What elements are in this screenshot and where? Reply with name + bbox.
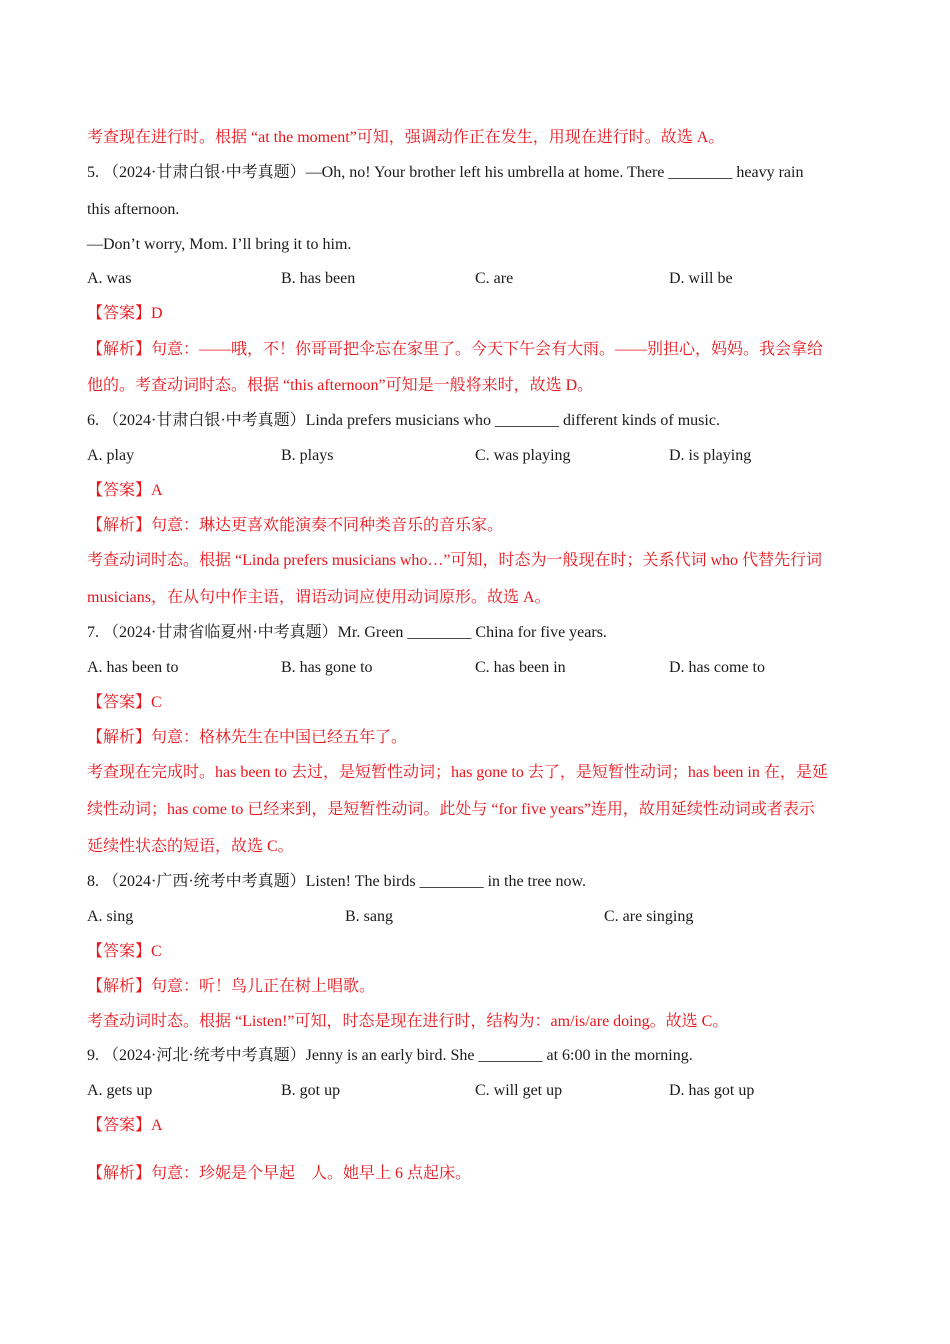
q7-option-c: C. has been in xyxy=(475,659,566,676)
q6-stem-line-1: 6. （2024·甘肃白银·中考真题）Linda prefers musicians who ________ different kinds of music. xyxy=(87,412,720,429)
q6-analysis-line-1: 【解析】句意：琳达更喜欢能演奏不同种类音乐的音乐家。 xyxy=(87,517,504,534)
q6-analysis-line-3: musicians，在从句中作主语，谓语动词应使用动词原形。故选 A。 xyxy=(87,589,551,606)
q8-stem-line-1: 8. （2024·广西·统考中考真题）Listen! The birds ________ in the tree now. xyxy=(87,873,587,890)
q7-analysis-line-2: 考查现在完成时。has been to 去过，是短暂性动词；has gone to 去了，是短暂性动词；has been in 在，是延 xyxy=(87,764,828,781)
q7-analysis-line-4: 延续性状态的短语，故选 C。 xyxy=(87,838,294,855)
q8-option-b: B. sang xyxy=(345,908,393,925)
q5-option-a: A. was xyxy=(87,270,132,287)
q8-option-c: C. are singing xyxy=(604,908,694,925)
q6-analysis-line-2: 考查动词时态。根据 “Linda prefers musicians who…”可知，时态为一般现在时；关系代词 who 代替先行词 xyxy=(87,552,823,569)
q8-answer: 【答案】C xyxy=(87,943,162,960)
q8-option-a: A. sing xyxy=(87,908,134,925)
q8-analysis-line-2: 考查动词时态。根据 “Listen!”可知，时态是现在进行时，结构为：am/is/are doing。故选 C。 xyxy=(87,1013,729,1030)
q7-analysis-line-1: 【解析】句意：格林先生在中国已经五年了。 xyxy=(87,729,408,746)
q7-answer: 【答案】C xyxy=(87,694,162,711)
q5-stem-line-3: —Don’t worry, Mom. I’ll bring it to him. xyxy=(87,236,352,253)
q5-stem-line-2: this afternoon. xyxy=(87,201,180,218)
q8-analysis-line-1: 【解析】句意：听！鸟儿正在树上唱歌。 xyxy=(87,978,376,995)
q9-stem-line-1: 9. （2024·河北·统考中考真题）Jenny is an early bird. She ________ at 6:00 in the morning. xyxy=(87,1047,693,1064)
q6-option-d: D. is playing xyxy=(669,447,752,464)
q7-analysis-line-3: 续性动词；has come to 已经来到，是短暂性动词。此处与 “for five years”连用，故用延续性动词或者表示 xyxy=(87,801,815,818)
q9-analysis-line-1: 【解析】句意：珍妮是个早起 人。她早上 6 点起床。 xyxy=(87,1165,472,1182)
q5-option-b: B. has been xyxy=(281,270,356,287)
q9-answer: 【答案】A xyxy=(87,1117,163,1134)
q9-option-b: B. got up xyxy=(281,1082,341,1099)
q5-answer: 【答案】D xyxy=(87,305,163,322)
q7-option-d: D. has come to xyxy=(669,659,765,676)
q5-option-c: C. are xyxy=(475,270,514,287)
q6-option-b: B. plays xyxy=(281,447,334,464)
q7-option-a: A. has been to xyxy=(87,659,179,676)
q9-option-c: C. will get up xyxy=(475,1082,563,1099)
q6-option-c: C. was playing xyxy=(475,447,571,464)
q4-analysis-tail: 考查现在进行时。根据 “at the moment”可知，强调动作正在发生，用现在进行时。故选 A。 xyxy=(87,129,725,146)
q6-answer: 【答案】A xyxy=(87,482,163,499)
q6-option-a: A. play xyxy=(87,447,135,464)
q5-analysis-line-2: 他的。考查动词时态。根据 “this afternoon”可知是一般将来时，故选 D。 xyxy=(87,377,594,394)
q5-option-d: D. will be xyxy=(669,270,733,287)
q5-stem-line-1: 5. （2024·甘肃白银·中考真题）—Oh, no! Your brother left his umbrella at home. There ________ heavy rain xyxy=(87,164,804,181)
q7-stem-line-1: 7. （2024·甘肃省临夏州·中考真题）Mr. Green ________ China for five years. xyxy=(87,624,607,641)
q9-option-a: A. gets up xyxy=(87,1082,153,1099)
q5-analysis-line-1: 【解析】句意：——哦，不！你哥哥把伞忘在家里了。今天下午会有大雨。——别担心，妈妈。我会拿给 xyxy=(87,341,824,358)
q9-option-d: D. has got up xyxy=(669,1082,755,1099)
q7-option-b: B. has gone to xyxy=(281,659,373,676)
